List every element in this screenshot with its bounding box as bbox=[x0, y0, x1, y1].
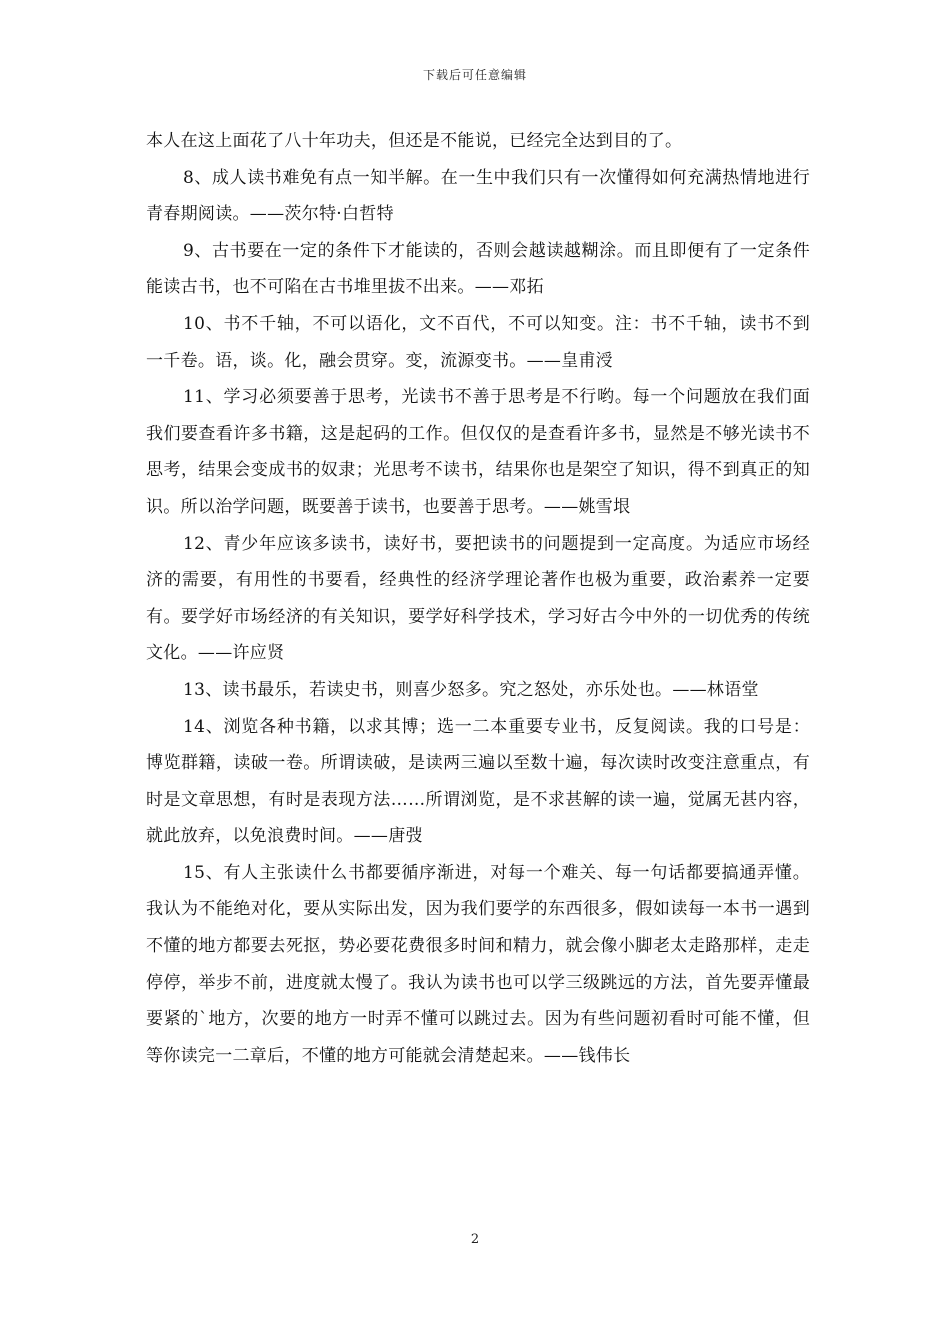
page-number: 2 bbox=[470, 1232, 480, 1247]
paragraph-quote-10: 10、书不千轴，不可以语化，文不百代，不可以知变。注：书不千轴，读书不到一千卷。语，谈。化，融会贯穿。变，流源变书。——皇甫涭 bbox=[146, 313, 810, 371]
paragraph-quote-11: 11、学习必须要善于思考，光读书不善于思考是不行哟。每一个问题放在我们面我们要查看许多书籍，这是起码的工作。但仅仅的是查看许多书，显然是不够光读书不思考，结果会变成书的奴隶；光思考不读书，结果你也是架空了知识，得不到真正的知识。所以治学问题，既要善于读书，也要善于思考。——姚雪垠 bbox=[146, 387, 810, 517]
paragraph-quote-15: 15、有人主张读什么书都要循序渐进，对每一个难关、每一句话都要搞通弄懂。我认为不能绝对化，要从实际出发，因为我们要学的东西很多，假如读每一本书一遇到不懂的地方都要去死抠，势必要花费很多时间和精力，就会像小脚老太走路那样，走走停停，举步不前，进度就太慢了。我认为读书也可以学三级跳远的方法，首先要弄懂最要紧的`地方，次要的地方一时弄不懂可以跳过去。因为有些问题初看时可能不懂，但等你读完一二章后，不懂的地方可能就会清楚起来。——钱伟长 bbox=[146, 862, 810, 1066]
paragraph-quote-9: 9、古书要在一定的条件下才能读的，否则会越读越糊涂。而且即便有了一定条件能读古书，也不可陷在古书堆里拔不出来。——邓拓 bbox=[146, 240, 810, 298]
document-body bbox=[146, 123, 810, 1074]
paragraph-quote-13: 13、读书最乐，若读史书，则喜少怒多。究之怒处，亦乐处也。——林语堂 bbox=[183, 679, 759, 700]
page-header: 下载后可任意编辑 bbox=[422, 68, 527, 82]
paragraph-continuation: 本人在这上面花了八十年功夫，但还是不能说，已经完全达到目的了。 bbox=[146, 131, 683, 151]
paragraph-quote-12: 12、青少年应该多读书，读好书，要把读书的问题提到一定高度。为适应市场经济的需要，有用性的书要看，经典性的经济学理论著作也极为重要，政治素养一定要有。要学好市场经济的有关知识，要学好科学技术，学习好古今中外的一切优秀的传统文化。——许应贤 bbox=[146, 533, 810, 664]
paragraph-quote-8: 8、成人读书难免有点一知半解。在一生中我们只有一次懂得如何充满热情地进行青春期阅读。——茨尔特·白哲特 bbox=[146, 167, 810, 225]
paragraph-quote-14: 14、浏览各种书籍，以求其博；选一二本重要专业书，反复阅读。我的口号是：博览群籍，读破一卷。所谓读破，是读两三遍以至数十遍，每次读时改变注意重点，有时是文章思想，有时是表现方法……所谓浏览，是不求甚解的读一遍，觉属无甚内容，就此放弃，以免浪费时间。——唐弢 bbox=[146, 716, 810, 847]
